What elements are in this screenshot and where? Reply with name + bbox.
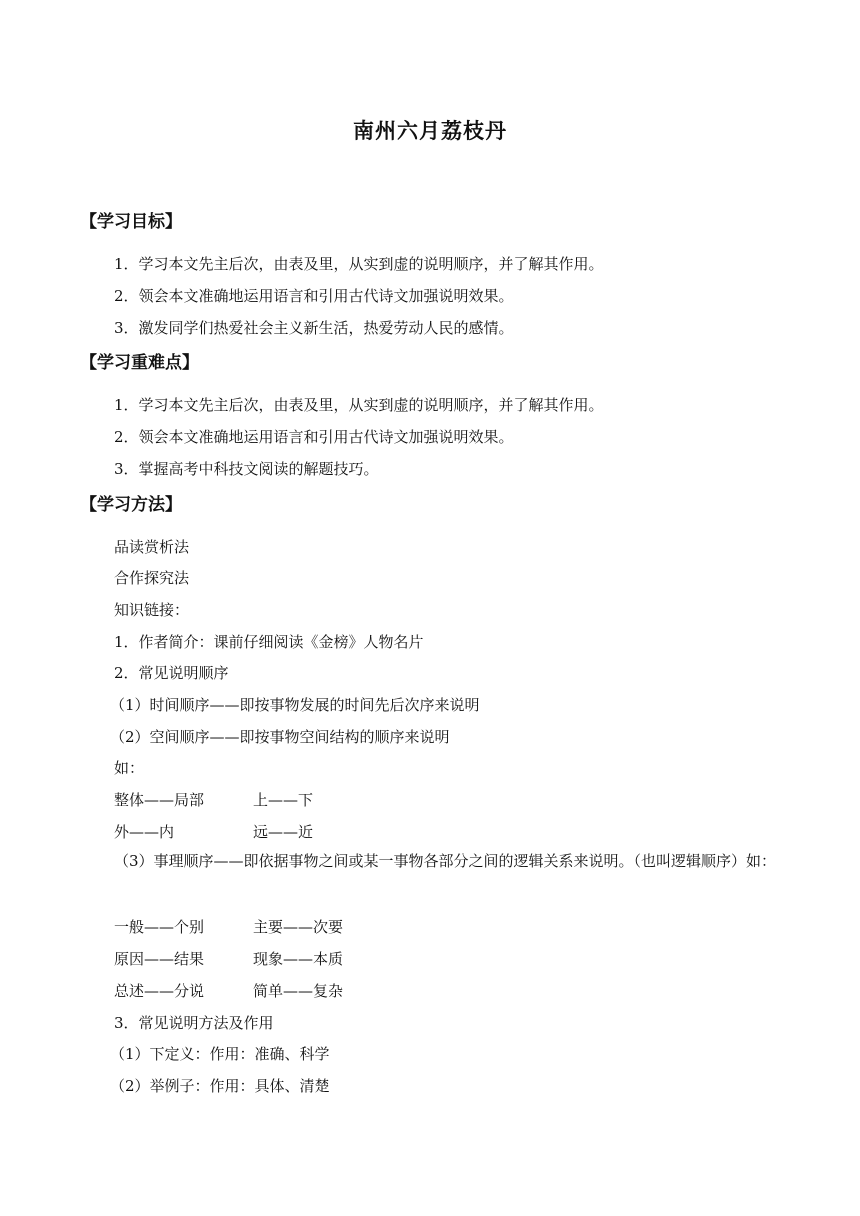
space-pair-row: [114, 821, 174, 842]
pair-left: 一般——个别: [114, 918, 205, 936]
method-line: 如：: [114, 759, 145, 777]
method-line: 3．常见说明方法及作用: [114, 1014, 274, 1032]
key-point-item: 2．领会本文准确地运用语言和引用古代诗文加强说明效果。: [114, 428, 514, 446]
goal-item: 1．学习本文先主后次，由表及里，从实到虚的说明顺序，并了解其作用。: [114, 255, 604, 273]
pair-right: 上——下: [253, 791, 314, 809]
space-pair-row: [114, 789, 204, 810]
pair-left: 总述——分说: [114, 982, 205, 1000]
logic-order-paragraph: （3）事理顺序——即依据事物之间或某一事物各部分之间的逻辑关系来说明。（也叫逻辑顺序）如：: [114, 852, 777, 870]
key-point-item: 3．掌握高考中科技文阅读的解题技巧。: [114, 460, 379, 478]
method-line: 2．常见说明顺序: [114, 664, 229, 682]
pair-left: 原因——结果: [114, 950, 205, 968]
logic-pair-row: [114, 980, 204, 1001]
goal-item: 3．激发同学们热爱社会主义新生活，热爱劳动人民的感情。: [114, 319, 514, 337]
section-heading-goals: 【学习目标】: [80, 212, 182, 232]
method-line: （1）时间顺序——即按事物发展的时间先后次序来说明: [110, 696, 480, 714]
method-line: （1）下定义：作用：准确、科学: [110, 1045, 330, 1063]
section-heading-key-points: 【学习重难点】: [80, 353, 199, 373]
method-line: （2）空间顺序——即按事物空间结构的顺序来说明: [110, 728, 450, 746]
method-line: （2）举例子：作用：具体、清楚: [110, 1077, 330, 1095]
pair-left: 外——内: [114, 823, 175, 841]
method-line: 品读赏析法: [114, 538, 190, 556]
method-line: 知识链接：: [114, 601, 190, 619]
pair-right: 简单——复杂: [253, 982, 344, 1000]
method-line: 合作探究法: [114, 569, 190, 587]
section-heading-methods: 【学习方法】: [80, 495, 182, 515]
logic-pair-row: [114, 948, 204, 969]
goal-item: 2．领会本文准确地运用语言和引用古代诗文加强说明效果。: [114, 287, 514, 305]
logic-pair-row: [114, 916, 204, 937]
pair-left: 整体——局部: [114, 791, 205, 809]
pair-right: 主要——次要: [253, 918, 344, 936]
key-point-item: 1．学习本文先主后次，由表及里，从实到虚的说明顺序，并了解其作用。: [114, 396, 604, 414]
pair-right: 现象——本质: [253, 950, 344, 968]
document-title: 南州六月荔枝丹: [353, 118, 507, 143]
method-line: 1．作者简介：课前仔细阅读《金榜》人物名片: [114, 633, 424, 651]
pair-right: 远——近: [253, 823, 314, 841]
